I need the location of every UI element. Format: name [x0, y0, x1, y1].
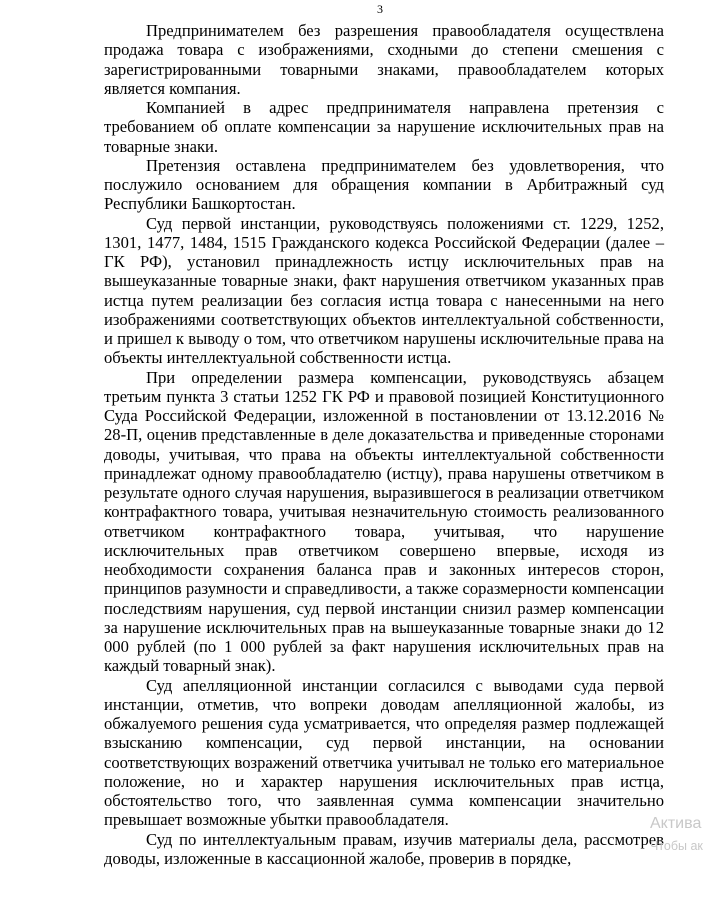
paragraph-6: Суд апелляционной инстанции согласился с выводами суда первой инстанции, отметив, что вопреки доводам апелляционной жалобы, из обжалуемого решения суда усматривается, что определяя размер подлежащей взысканию компенсации, суд первой инстанции, на основании соответствующих возражений ответчика учитывал не только его материальное положение, но и характер нарушения исключительных прав истца, обстоятельство того, что заявленная сумма компенсации значительно превышает возможные убытки правообладателя. [104, 675, 664, 830]
paragraph-5: При определении размера компенсации, руководствуясь абзацем третьим пункта 3 статьи 1252 ГК РФ и правовой позицией Конституционного Суда Российской Федерации, изложенной в постановлении от 13.12.2016 № 28-П, оценив представленные в деле доказательства и приведенные сторонами доводы, учитывая, что права на объекты интеллектуальной собственности принадлежат одному правообладателю (истцу), права нарушены ответчиком в результате одного случая нарушения, выразившегося в реализации ответчиком контрафактного товара, учитывая незначительную стоимость реализованного ответчиком контрафактного товара, учитывая, что нарушение исключительных прав ответчиком совершено впервые, исходя из необходимости сохранения баланса прав и законных интересов сторон, принципов разумности и справедливости, а также соразмерности компенсации последствиям нарушения, суд первой инстанции снизил размер компенсации за нарушение исключительных прав на вышеуказанные товарные знаки до 12 000 рублей (по 1 000 рублей за факт нарушения исключительных прав на каждый товарный знак). [104, 367, 664, 676]
activation-watermark-title: Актива [650, 815, 702, 832]
paragraph-7: Суд по интеллектуальным правам, изучив материалы дела, рассмотрев доводы, изложенные в кассационной жалобе, проверив в порядке, [104, 829, 664, 868]
document-body [104, 21, 664, 868]
activation-watermark-subtitle: Чтобы ак [650, 839, 703, 853]
paragraph-3: Претензия оставлена предпринимателем без удовлетворения, что послужило основанием для обращения компании в Арбитражный суд Республики Башкортостан. [104, 155, 664, 214]
paragraph-2: Компанией в адрес предпринимателя направлена претензия с требованием об оплате компенсации за нарушение исключительных прав на товарные знаки. [104, 98, 664, 156]
paragraph-4: Суд первой инстанции, руководствуясь положениями ст. 1229, 1252, 1301, 1477, 1484, 1515 Гражданского кодекса Российской Федерации (далее – ГК РФ), установил принадлежность истцу исключительных прав на вышеуказанные товарные знаки, факт нарушения ответчиком указанных прав истца путем реализации без согласия истца товара с нанесенными на него изображениями соответствующих объектов интеллектуальной собственности, и пришел к выводу о том, что ответчиком нарушены исключительные права на объекты интеллектуальной собственности истца. [104, 213, 664, 368]
paragraph-1: Предпринимателем без разрешения правообладателя осуществлена продажа товара с изображениями, сходными до степени смешения с зарегистрированными товарными знаками, правообладателем которых является компания. [104, 21, 664, 98]
page-number: 3 [377, 2, 383, 16]
